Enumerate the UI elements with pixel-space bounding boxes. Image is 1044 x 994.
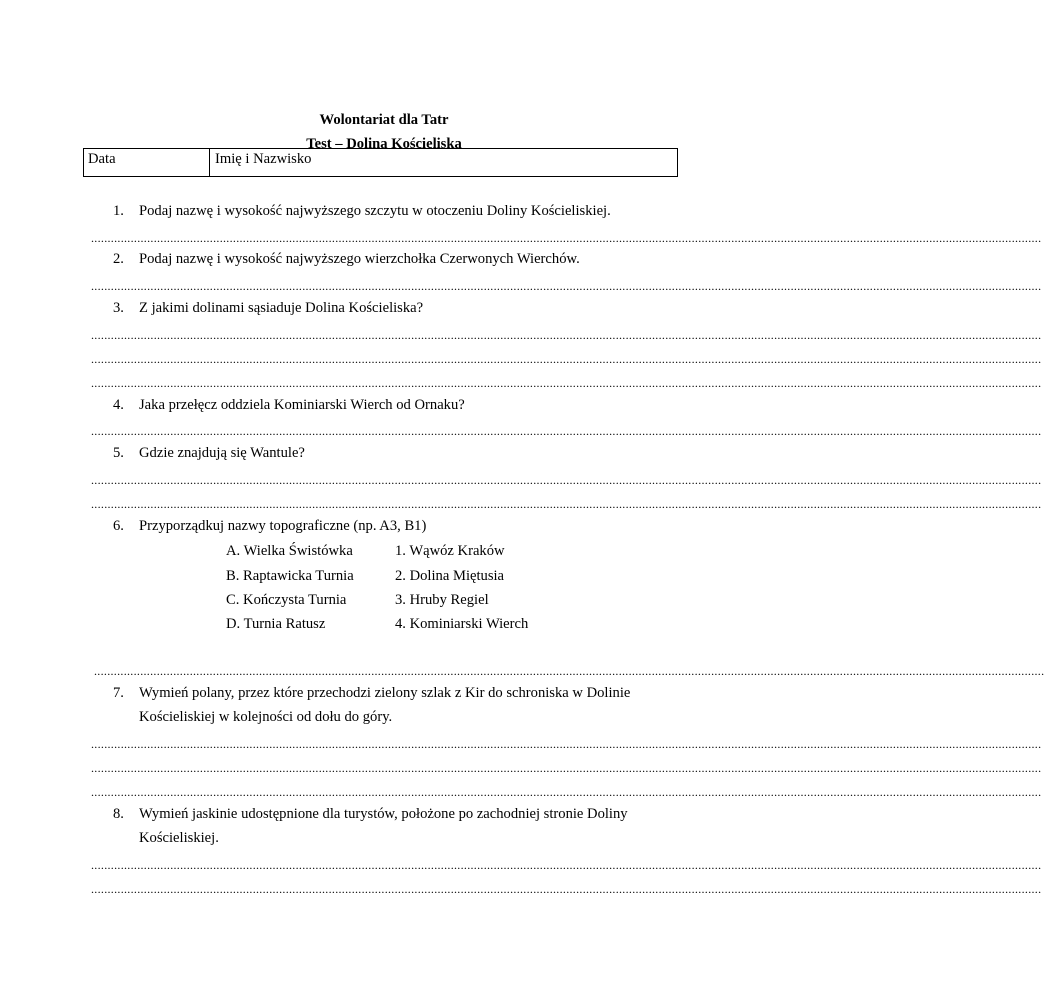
question-text: Z jakimi dolinami sąsiaduje Dolina Kościeliska? bbox=[139, 300, 424, 316]
answer-line[interactable]: ................................................................................................................................................................................................................................................................................................ bbox=[91, 424, 1042, 438]
question-4 bbox=[113, 397, 465, 414]
answer-line[interactable]: ................................................................................................................................................................................................................................................................................................ bbox=[91, 761, 1042, 775]
match-right-4: 4. Kominiarski Wierch bbox=[395, 616, 529, 632]
question-text: Przyporządkuj nazwy topograficzne (np. A3, B1) bbox=[139, 518, 427, 534]
answer-line[interactable]: ................................................................................................................................................................................................................................................................................................ bbox=[91, 858, 1042, 872]
question-8-continuation: Kościeliskiej. bbox=[139, 830, 219, 846]
question-3 bbox=[113, 300, 423, 317]
question-5 bbox=[113, 445, 305, 462]
date-field-label: Data bbox=[88, 151, 116, 167]
document-subtitle: Test – Dolina Kościeliska bbox=[306, 136, 462, 152]
question-text: Gdzie znajdują się Wantule? bbox=[139, 445, 305, 461]
student-info-table bbox=[83, 148, 678, 177]
question-number: 7. bbox=[113, 685, 124, 701]
answer-line[interactable]: ................................................................................................................................................................................................................................................................................................ bbox=[91, 231, 1042, 245]
match-right-2: 2. Dolina Miętusia bbox=[395, 568, 505, 584]
question-text: Jaka przełęcz oddziela Kominiarski Wierch od Ornaku? bbox=[139, 397, 465, 413]
answer-line[interactable]: ................................................................................................................................................................................................................................................................................................ bbox=[91, 785, 1042, 799]
question-number: 6. bbox=[113, 518, 124, 534]
answer-line[interactable]: ................................................................................................................................................................................................................................................................................................ bbox=[91, 882, 1042, 896]
question-text: Podaj nazwę i wysokość najwyższego wierzchołka Czerwonych Wierchów. bbox=[139, 251, 580, 267]
match-right-3: 3. Hruby Regiel bbox=[395, 592, 489, 608]
match-left-c: C. Kończysta Turnia bbox=[226, 592, 347, 608]
match-left-d: D. Turnia Ratusz bbox=[226, 616, 326, 632]
question-8 bbox=[113, 806, 628, 823]
question-number: 5. bbox=[113, 445, 124, 461]
answer-line[interactable]: ................................................................................................................................................................................................................................................................................................ bbox=[91, 352, 1042, 366]
question-text: Podaj nazwę i wysokość najwyższego szczytu w otoczeniu Doliny Kościeliskiej. bbox=[139, 203, 611, 219]
question-number: 8. bbox=[113, 806, 124, 822]
answer-line[interactable]: ................................................................................................................................................................................................................................................................................................ bbox=[91, 376, 1042, 390]
answer-line[interactable]: ................................................................................................................................................................................................................................................................................................ bbox=[91, 737, 1042, 751]
match-left-a: A. Wielka Świstówka bbox=[226, 543, 353, 559]
match-left-b: B. Raptawicka Turnia bbox=[226, 568, 354, 584]
match-right-1: 1. Wąwóz Kraków bbox=[395, 543, 505, 559]
question-number: 3. bbox=[113, 300, 124, 316]
question-text: Wymień jaskinie udostępnione dla turystów, położone po zachodniej stronie Doliny bbox=[139, 806, 628, 822]
answer-line[interactable]: ................................................................................................................................................................................................................................................................................................ bbox=[91, 328, 1042, 342]
question-6 bbox=[113, 518, 426, 535]
question-number: 1. bbox=[113, 203, 124, 219]
question-1 bbox=[113, 203, 611, 220]
document-title: Wolontariat dla Tatr bbox=[319, 112, 449, 128]
question-7 bbox=[113, 685, 630, 702]
question-number: 2. bbox=[113, 251, 124, 267]
question-2 bbox=[113, 251, 580, 268]
answer-line[interactable]: ................................................................................................................................................................................................................................................................................................ bbox=[91, 497, 1042, 511]
question-number: 4. bbox=[113, 397, 124, 413]
name-field-label: Imię i Nazwisko bbox=[215, 151, 312, 167]
question-7-continuation: Kościeliskiej w kolejności od dołu do góry. bbox=[139, 709, 393, 725]
question-text: Wymień polany, przez które przechodzi zielony szlak z Kir do schroniska w Dolinie bbox=[139, 685, 631, 701]
answer-line[interactable]: ................................................................................................................................................................................................................................................................................................ bbox=[94, 664, 1044, 678]
table-divider bbox=[209, 149, 210, 176]
answer-line[interactable]: ................................................................................................................................................................................................................................................................................................ bbox=[91, 279, 1042, 293]
answer-line[interactable]: ................................................................................................................................................................................................................................................................................................ bbox=[91, 473, 1042, 487]
